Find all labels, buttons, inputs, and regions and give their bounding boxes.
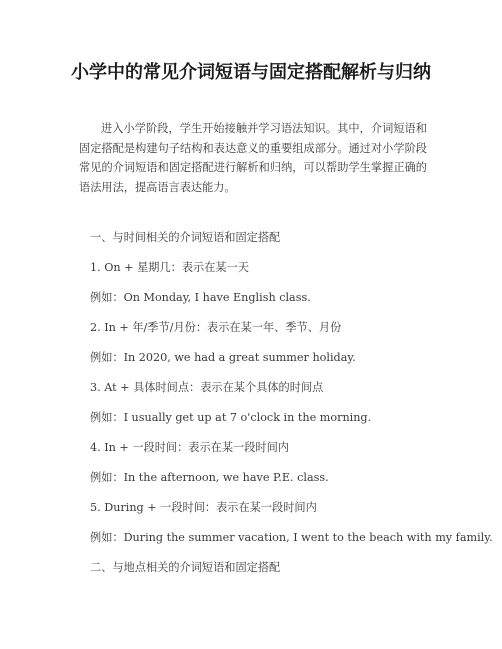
example-item: 例如：In the afternoon, we have P.E. class. [90,471,329,484]
rule-item: 1. On + 星期几：表示在某一天 [90,261,249,274]
intro-paragraph: 进入小学阶段，学生开始接触并学习语法知识。其中，介词短语和固定搭配是构建句子结构和表达意义的重要组成部分。通过对小学阶段常见的介词短语和固定搭配进行解析和归纳，可以帮助学生掌握正确的语法用法，提高语言表达能力。 [79,122,427,194]
section-heading-place: 二、与地点相关的介词短语和固定搭配 [90,561,281,574]
rule-item: 2. In + 年/季节/月份：表示在某一年、季节、月份 [90,321,342,334]
example-item: 例如：I usually get up at 7 o'clock in the morning. [90,411,372,424]
example-item: 例如：In 2020, we had a great summer holiday. [90,351,356,364]
rule-item: 5. During + 一段时间：表示在某一段时间内 [90,501,317,514]
rule-item: 4. In + 一段时间：表示在某一段时间内 [90,441,289,454]
example-item: 例如：On Monday, I have English class. [90,291,311,304]
section-heading-time: 一、与时间相关的介词短语和固定搭配 [90,231,281,244]
example-item: 例如：During the summer vacation, I went to the beach with my family. [90,531,493,544]
rule-item: 3. At + 具体时间点：表示在某个具体的时间点 [90,381,324,394]
document-title: 小学中的常见介词短语与固定搭配解析与归纳 [71,62,431,83]
